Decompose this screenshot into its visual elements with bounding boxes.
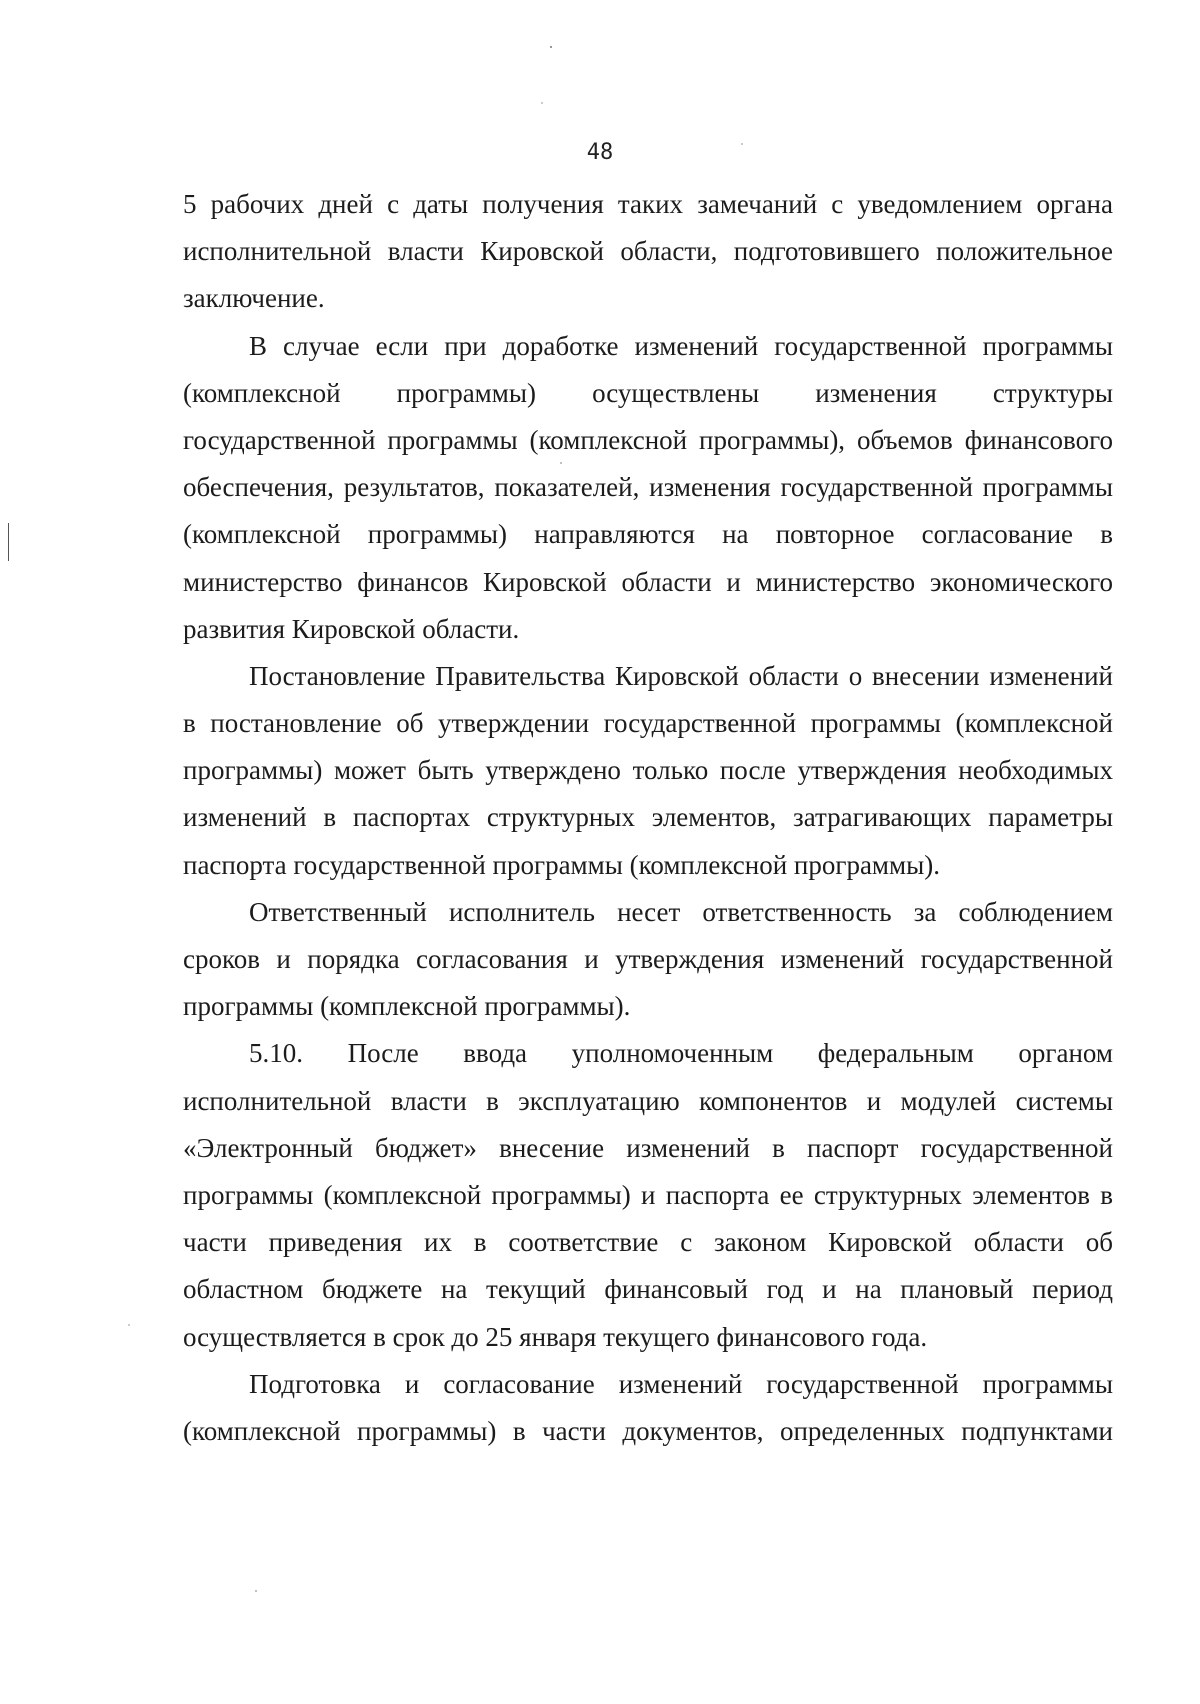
text-line: программы) может быть утверждено только после утверждения необходимых [183,755,1113,786]
page-number: 48 [586,140,614,165]
text-line: в постановление об утверждении государственной программы (комплексной [183,708,1113,739]
scan-speck [550,46,552,48]
text-line: «Электронный бюджет» внесение изменений в паспорт государственной [183,1132,1113,1163]
scan-speck [128,1324,130,1326]
text-line: паспорта государственной программы (комплексной программы). [183,849,940,880]
text-line: части приведения их в соответствие с законом Кировской области об [183,1227,1113,1258]
text-line: 5 рабочих дней с даты получения таких замечаний с уведомлением органа [183,189,1113,219]
text-line: сроков и порядка согласования и утверждения изменений государственной [183,944,1113,974]
text-line: заключение. [183,283,325,314]
text-line: обеспечения, результатов, показателей, изменения государственной программы [183,472,1113,503]
text-line: (комплексной программы) осуществлены изменения структуры [183,377,1113,408]
text-line: (комплексной программы) в части документов, определенных подпунктами [183,1415,1113,1446]
text-line: программы (комплексной программы) и паспорта ее структурных элементов в [183,1179,1113,1210]
text-line: 5.10. После ввода уполномоченным федеральным органом [249,1038,1113,1069]
text-line: министерство финансов Кировской области и министерство экономического [183,566,1113,597]
text-line: Подготовка и согласование изменений государственной программы [249,1368,1113,1399]
text-line: государственной программы (комплексной программы), объемов финансового [183,424,1113,455]
scan-speck [255,1590,257,1592]
text-line: развития Кировской области. [183,613,520,644]
text-line: изменений в паспортах структурных элементов, затрагивающих параметры [183,802,1113,833]
text-line: В случае если при доработке изменений государственной программы [249,330,1113,361]
text-line: исполнительной власти в эксплуатацию компонентов и модулей системы [183,1085,1113,1116]
text-line: программы (комплексной программы). [183,991,631,1022]
text-line: областном бюджете на текущий финансовый год и на плановый период [183,1274,1113,1305]
document-body [183,181,1113,1455]
text-line: (комплексной программы) направляются на повторное согласование в [183,519,1113,550]
scan-speck [541,102,543,104]
scan-margin-line [8,523,9,561]
text-line: исполнительной власти Кировской области, подготовившего положительное [183,236,1113,267]
text-line: Ответственный исполнитель несет ответственность за соблюдением [249,896,1113,927]
text-line: Постановление Правительства Кировской области о внесении изменений [249,660,1113,691]
text-line: осуществляется в срок до 25 января текущего финансового года. [183,1321,928,1352]
